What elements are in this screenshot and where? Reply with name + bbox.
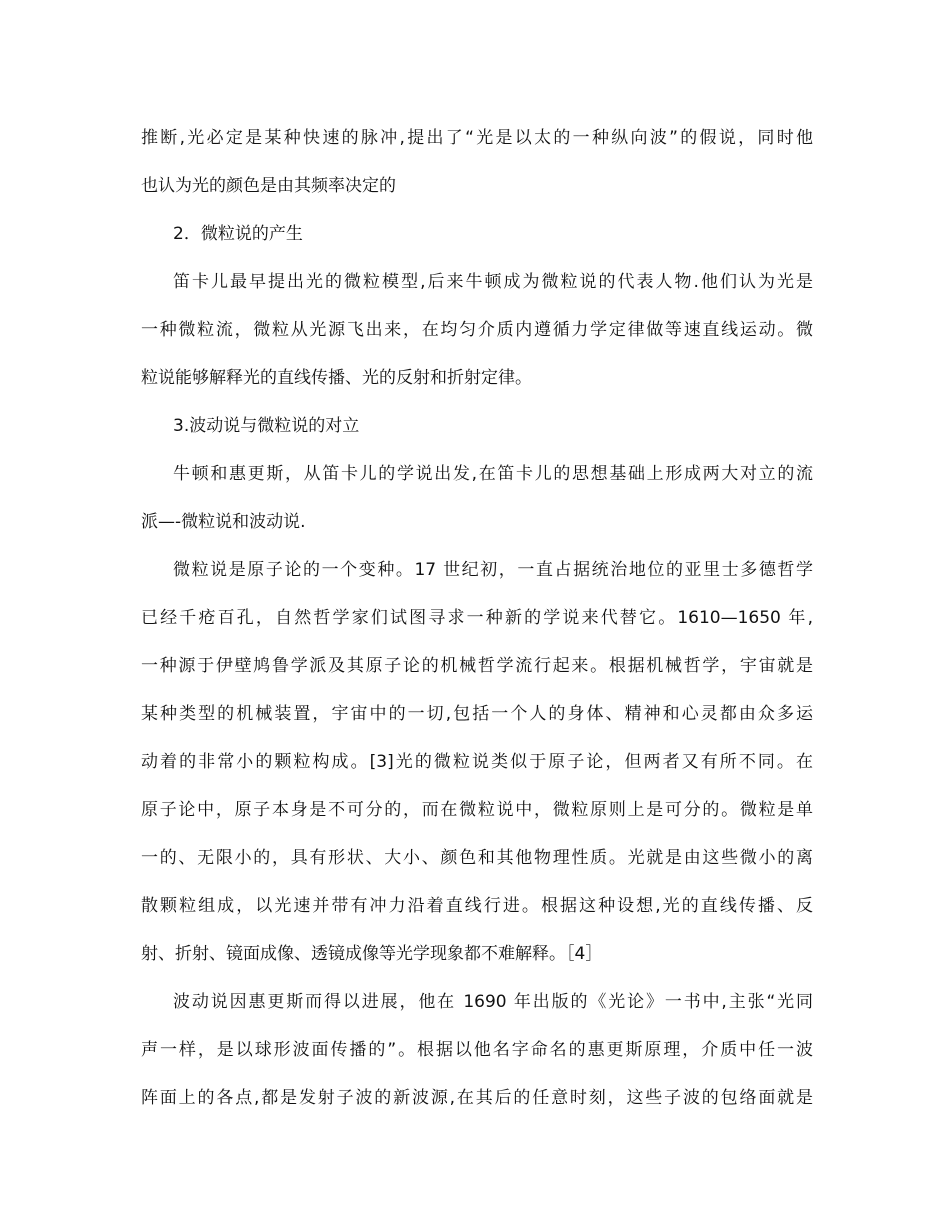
text-line: 一的、无限小的，具有形状、大小、颜色和其他物理性质。光就是由这些微小的离: [141, 848, 813, 868]
text-line: 也认为光的颜色是由其频率决定的: [141, 176, 396, 196]
document-body: [141, 118, 813, 1126]
text-line: 一种源于伊壁鸠鲁学派及其原子论的机械哲学流行起来。根据机械哲学，宇宙就是: [141, 656, 813, 676]
text-line: 推断,光必定是某种快速的脉冲,提出了“光是以太的一种纵向波”的假说，同时他: [141, 128, 813, 148]
text-line: 笛卡儿最早提出光的微粒模型,后来牛顿成为微粒说的代表人物.他们认为光是: [173, 272, 813, 292]
text-line: 派—-微粒说和波动说.: [141, 512, 306, 532]
text-line: 动着的非常小的颗粒构成。[3]光的微粒说类似于原子论，但两者又有所不同。在: [141, 752, 813, 772]
text-line: 阵面上的各点,都是发射子波的新波源,在其后的任意时刻，这些子波的包络面就是: [141, 1088, 813, 1108]
section-heading: 3.波动说与微粒说的对立: [173, 416, 360, 436]
text-line: 声一样，是以球形波面传播的”。根据以他名字命名的惠更斯原理，介质中任一波: [141, 1040, 813, 1060]
text-line: 某种类型的机械装置，宇宙中的一切,包括一个人的身体、精神和心灵都由众多运: [141, 704, 813, 724]
text-line: 原子论中，原子本身是不可分的，而在微粒说中，微粒原则上是可分的。微粒是单: [141, 800, 813, 820]
section-heading: 2．微粒说的产生: [173, 224, 303, 244]
text-line: 波动说因惠更斯而得以进展，他在 1690 年出版的《光论》一书中,主张“光同: [173, 992, 813, 1012]
text-line: 一种微粒流，微粒从光源飞出来，在均匀介质内遵循力学定律做等速直线运动。微: [141, 320, 813, 340]
text-line: 牛顿和惠更斯，从笛卡儿的学说出发,在笛卡儿的思想基础上形成两大对立的流: [173, 464, 813, 484]
text-line: 射、折射、镜面成像、透镜成像等光学现象都不难解释。［4］: [141, 944, 603, 964]
text-line: 已经千疮百孔，自然哲学家们试图寻求一种新的学说来代替它。1610—1650 年,: [141, 608, 813, 628]
text-line: 粒说能够解释光的直线传播、光的反射和折射定律。: [141, 368, 532, 388]
text-line: 微粒说是原子论的一个变种。17 世纪初，一直占据统治地位的亚里士多德哲学: [173, 560, 813, 580]
text-line: 散颗粒组成，以光速并带有冲力沿着直线行进。根据这种设想,光的直线传播、反: [141, 896, 813, 916]
